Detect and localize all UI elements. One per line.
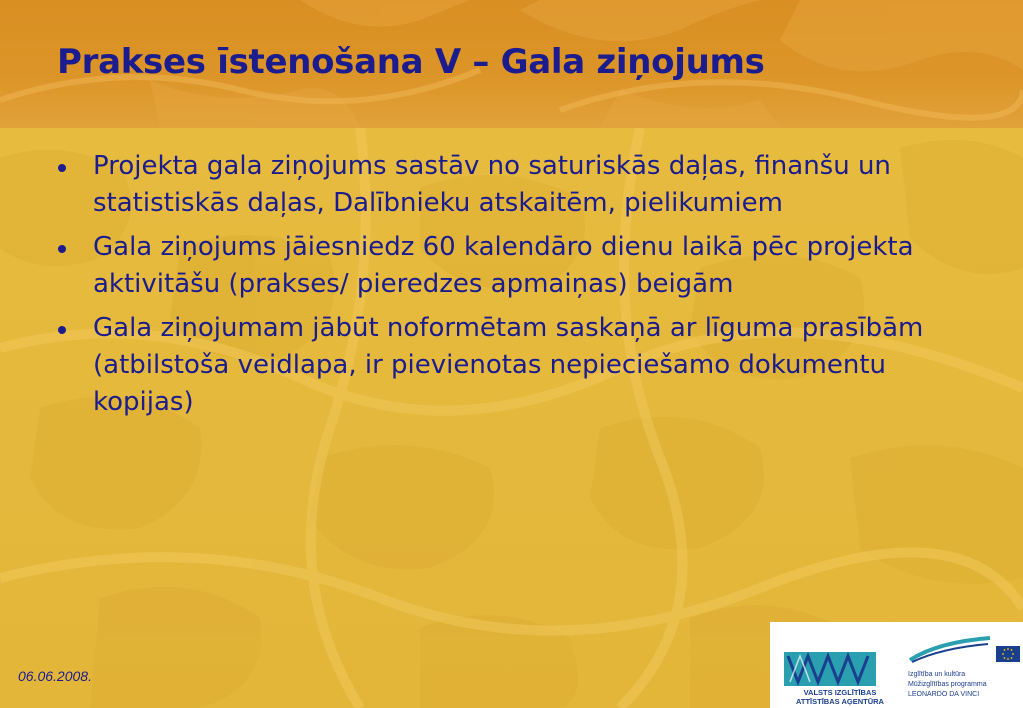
leonardo-line-2: Mūžizglītības programma <box>908 681 987 688</box>
viaa-logo-text <box>780 688 900 706</box>
bullet-dot-icon <box>58 164 66 172</box>
leonardo-line-3: LEONARDO DA VINCI <box>908 691 980 698</box>
leonardo-logo-text <box>908 670 1023 700</box>
bullet-text: Gala ziņojumam jābūt noformētam saskaņā ar līguma prasībām (atbilstoša veidlapa, ir pievienotas nepieciešamo dokumentu kopijas) <box>93 313 924 417</box>
bullet-item <box>56 310 976 421</box>
leonardo-line-1: Izglītība un kultūra <box>908 671 966 678</box>
bullet-item <box>56 148 976 222</box>
viaa-line-2: ATTĪSTĪBAS AĢENTŪRA <box>796 697 884 706</box>
bullet-dot-icon <box>58 326 66 334</box>
leonardo-swoosh-icon <box>908 634 992 664</box>
bullet-list <box>56 148 976 428</box>
viaa-logo-icon <box>784 652 876 686</box>
footer-logo-panel <box>770 622 1023 708</box>
bullet-item <box>56 229 976 303</box>
eu-flag-icon <box>996 646 1020 662</box>
bullet-text: Projekta gala ziņojums sastāv no saturiskās daļas, finanšu un statistiskās daļas, Dalībnieku atskaitēm, pielikumiem <box>93 151 891 218</box>
bullet-text: Gala ziņojums jāiesniedz 60 kalendāro dienu laikā pēc projekta aktivitāšu (prakses/ pieredzes apmaiņas) beigām <box>93 232 914 299</box>
slide-date: 06.06.2008. <box>18 668 92 684</box>
slide-title: Prakses īstenošana V – Gala ziņojums <box>57 42 765 82</box>
bullet-dot-icon <box>58 245 66 253</box>
viaa-line-1: VALSTS IZGLĪTĪBAS <box>803 688 877 697</box>
